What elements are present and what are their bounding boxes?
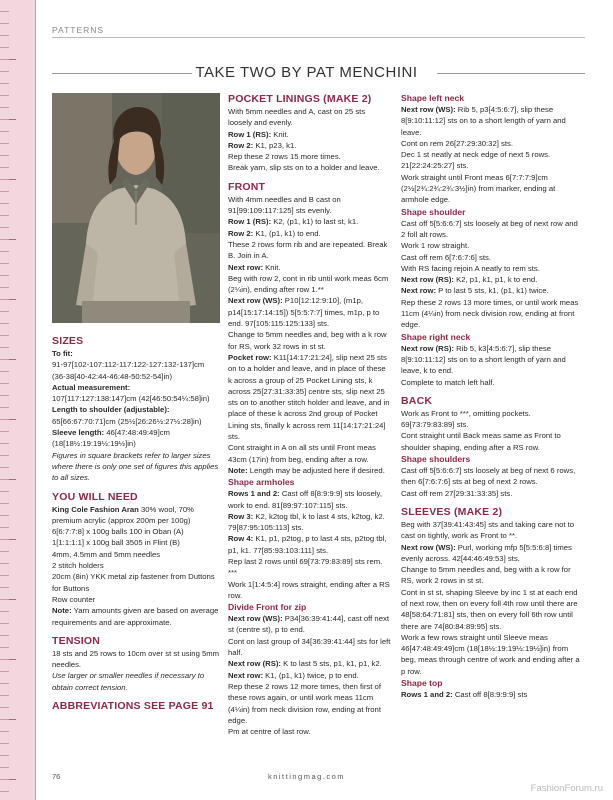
column-middle xyxy=(228,92,391,737)
length-label: Length to shoulder (adjustable): xyxy=(52,405,170,415)
actual-values: 107[117:127:138:147]cm (42[46:50:54¼:58]in) xyxy=(52,394,210,404)
shape-top-heading: Shape top xyxy=(401,678,443,689)
instruction: Row 4: K1, p1, p2tog, p to last 4 sts, p2tog tbl, p1, k1. 77[85:93:103:111] sts. xyxy=(228,534,387,555)
tension-note: Use larger or smaller needles if necessary to obtain correct tension. xyxy=(52,671,205,692)
instruction: With RS facing rejoin A neatly to rem sts. xyxy=(401,263,540,273)
need-item: 2 stitch holders xyxy=(52,561,104,571)
pocket-linings-heading: POCKET LININGS (MAKE 2) xyxy=(228,93,372,105)
need-item: Row counter xyxy=(52,594,96,604)
instruction: Row 2: K1, p23, k1. xyxy=(228,140,297,150)
instruction: Next row (WS): Purl, working mfp 5[5:5:6:8] times evenly across. 42[44:46:49:53] sts. xyxy=(401,542,572,563)
page-number: 76 xyxy=(52,772,61,781)
to-fit-values: 91-97[102-107:112-117:122-127:132-137]cm (36-38[40-42:44-46:48-50:52-54]in) xyxy=(52,360,205,381)
instruction: Note: Length may be adjusted here if desired. xyxy=(228,465,385,475)
instruction: Work a few rows straight until Sleeve meas 46[47:48:49:49]cm (18[18½:19:19½:19½]in) from beg, meas through centre of work and ending after a p row. xyxy=(401,632,580,676)
instruction: Next row (RS): K to last 5 sts, p1, k1, p1, k2. xyxy=(228,659,382,669)
instruction: Cont on rem 26[27:29:30:32] sts. xyxy=(401,138,513,148)
ruler-edge xyxy=(35,0,36,800)
instruction: Next row (RS): K2, p1, k1, p1, k to end. xyxy=(401,275,538,285)
divide-front-heading: Divide Front for zip xyxy=(228,602,307,613)
instruction: With 4mm needles and B cast on 91[99:109:117:125] sts evenly. xyxy=(228,194,341,216)
need-item: 4mm, 4.5mm and 5mm needles xyxy=(52,549,161,559)
instruction: Next row: Knit. xyxy=(228,262,281,272)
instruction: Next row (WS): Rib 5, p3[4:5:6:7], slip these 8[9:10:11:12] sts on to a short length of yarn and leave. xyxy=(401,105,566,137)
instruction: Cont in st st, shaping Sleeve by inc 1 st at each end of next row, then on every foll 4th row until there are 48[58:64:71:81] sts, then on every foll 6th row until there are 74[80:84:89:95] sts. xyxy=(401,587,578,631)
instruction: Work as Front to ***, omitting pockets. 69[73:79:83:89] sts. xyxy=(401,408,531,430)
instruction: Cast off 5[5:6:6:7] sts loosely at beg of next row and 2 foll alt rows. xyxy=(401,218,578,239)
instruction: Rep these 2 rows 15 more times. xyxy=(228,152,341,162)
to-fit-label: To fit: xyxy=(52,349,73,358)
shape-left-neck-heading: Shape left neck xyxy=(401,93,465,103)
instruction: Rows 1 and 2: Cast off 8[8:9:9:9] sts xyxy=(401,690,528,700)
instruction: Cont straight until Back meas same as Front to shoulder shaping, ending after a RS row. xyxy=(401,431,561,452)
section-label: PATTERNS xyxy=(52,25,105,35)
watermark: FashionForum.ru xyxy=(530,783,603,794)
instruction: Rows 1 and 2: Cast off 8[8:9:9:9] sts loosely, work to end. 81[89:97:107:115] sts. xyxy=(228,489,382,510)
need-item: 1[1:1:1:1] x 100g ball 3505 in Flint (B) xyxy=(52,538,180,548)
instruction: Work 1 row straight. xyxy=(401,241,470,251)
instruction: Row 1 (RS): K2, (p1, k1) to last st, k1. xyxy=(228,217,359,227)
length-values: 65[66:67:70:71]cm (25½[26:26½:27½:28]in) xyxy=(52,416,202,426)
instruction: Row 2: K1, (p1, k1) to end. xyxy=(228,228,321,238)
instruction: Row 3: K2, k2tog tbl, k to last 4 sts, k2tog, k2. 79[87:95:105:113] sts. xyxy=(228,511,385,533)
sizes-heading: SIZES xyxy=(52,335,84,347)
front-heading: FRONT xyxy=(228,180,266,193)
tension-text: 18 sts and 25 rows to 10cm over st st using 5mm needles. xyxy=(52,648,220,670)
instruction: Work 1[1:4:5:4] rows straight, ending after a RS row. xyxy=(228,579,390,600)
instruction: Cast off rem 27[29:31:33:35] sts. xyxy=(401,488,513,498)
instruction: Next row: P to last 5 sts, k1, (p1, k1) twice. xyxy=(401,286,549,296)
instruction: With 5mm needles and A, cast on 25 sts loosely and evenly. xyxy=(228,107,366,128)
actual-label: Actual measurement: xyxy=(52,382,131,392)
shape-shoulder-heading: Shape shoulder xyxy=(401,206,466,217)
need-item: 6[6:7:7:8] x 100g balls 100 in Oban (A) xyxy=(52,527,184,537)
model-photo xyxy=(52,93,220,323)
footer-website: knittingmag.com xyxy=(267,772,346,781)
instruction: Next row (RS): Rib 5, k3[4:5:6:7], slip these 8[9:10:11:12] sts on to a short length of yarn and leave, k to end. xyxy=(401,343,566,376)
sleeve-length: Sleeve length: 46[47:48:49:49]cm (18[18½:19:19½:19½]in) xyxy=(52,428,170,449)
instruction: Change to 5mm needles and, beg with a k row for RS, work 2 rows in st st. xyxy=(401,565,571,586)
column-left xyxy=(52,334,220,713)
column-right xyxy=(401,92,581,700)
instruction: Next row (WS): P34[36:39:41:44], cast off next st (centre st), p to end. xyxy=(228,614,389,635)
instruction: Complete to match left half. xyxy=(401,377,495,387)
yarn-description: King Cole Fashion Aran 30% wool, 70% premium acrylic (approx 200m per 100g) xyxy=(52,504,194,525)
instruction: Next row (WS): P10[12:12:9:10], (m1p, p14[15:17:14:15]) 5[5:5:7:7] times, m1p, p to end. 97[105:115:125:133] sts. xyxy=(228,296,380,329)
instruction: Beg with row 2, cont in rib until work meas 6cm (2¼in), ending after row 1.** xyxy=(228,273,389,295)
model-photo-illustration xyxy=(52,93,220,323)
page-title: TAKE TWO BY PAT MENCHINI xyxy=(195,64,418,81)
back-heading: BACK xyxy=(401,394,433,407)
you-will-need-heading: YOU WILL NEED xyxy=(52,490,138,503)
shape-shoulders-heading: Shape shoulders xyxy=(401,454,471,465)
instruction: Pocket row: K11[14:17:21:24], slip next 25 sts on to a holder and leave, and in place of these k across a group of 25 Pocket Lining sts, k across 25[27:31:33:35] centre sts, slip next 25 sts on to another stitch holder and leave, and in place of these k across 2nd group of Pocket Lining sts, finally k across rem 11[14:17:21:24] sts. xyxy=(228,352,390,442)
instruction: Cont on last group of 34[36:39:41:44] sts for left half. xyxy=(228,636,391,658)
shape-armholes-heading: Shape armholes xyxy=(228,477,295,488)
instruction: Change to 5mm needles and, beg with a k row for RS, work 32 rows in st st. xyxy=(228,330,387,351)
instruction: Work straight until Front meas 6[7:7:7:9]cm (2½[2¾:2¾:2¾:3½]in) from marker, ending at armhole edge. xyxy=(401,172,556,205)
sizes-note: Figures in square brackets refer to larger sizes where there is only one set of figures this applies to all sizes. xyxy=(52,450,219,483)
need-note: Note: Yarn amounts given are based on average requirements and are approximate. xyxy=(52,606,219,627)
tape-measure-ruler xyxy=(0,0,36,800)
shape-right-neck-heading: Shape right neck xyxy=(401,331,471,342)
instruction: Dec 1 st neatly at neck edge of next 5 rows. 21[22:24:25:27] sts. xyxy=(401,150,551,171)
instruction: Next row: K1, (p1, k1) twice, p to end. xyxy=(228,670,359,680)
instruction: Cast off 5[5:6:6:7] sts loosely at beg of next 6 rows, then 6[7:6:7:6] sts at beg of next 2 rows. xyxy=(401,466,576,487)
section-divider xyxy=(52,37,585,38)
instruction: Rep these 2 rows 13 more times, or until work meas 11cm (4¼in) from neck division row, ending at front edge. xyxy=(401,297,579,330)
tension-heading: TENSION xyxy=(52,634,101,647)
instruction: Row 1 (RS): Knit. xyxy=(228,129,289,139)
instruction: Break yarn, slip sts on to a holder and leave. xyxy=(228,163,380,173)
instruction: Rep these 2 rows 12 more times, then first of these rows again, or until work meas 11cm (4¼in) from neck division row, ending at front edge. xyxy=(228,681,381,725)
instruction: Beg with 37[39:41:43:45] sts and taking care not to cast on tightly, work as Front to **. xyxy=(401,519,575,541)
sleeves-heading: SLEEVES (MAKE 2) xyxy=(401,505,503,518)
abbreviations-heading: ABBREVIATIONS SEE PAGE 91 xyxy=(52,700,214,713)
title-rule-right xyxy=(437,73,585,74)
instruction: Rep last 2 rows until 69[73:79:83:89] sts rem. *** xyxy=(228,556,383,578)
instruction: Pm at centre of last row. xyxy=(228,727,311,737)
instruction: These 2 rows form rib and are repeated. Break B. Join in A. xyxy=(228,239,388,261)
need-item: 20cm (8in) YKK metal zip fastener from Duttons for Buttons xyxy=(52,572,215,593)
instruction: Cast off rem 6[7:6:7:6] sts. xyxy=(401,252,492,262)
instruction: Cont straight in A on all sts until Front meas 43cm (17in) from beg, ending after a row. xyxy=(228,443,376,464)
